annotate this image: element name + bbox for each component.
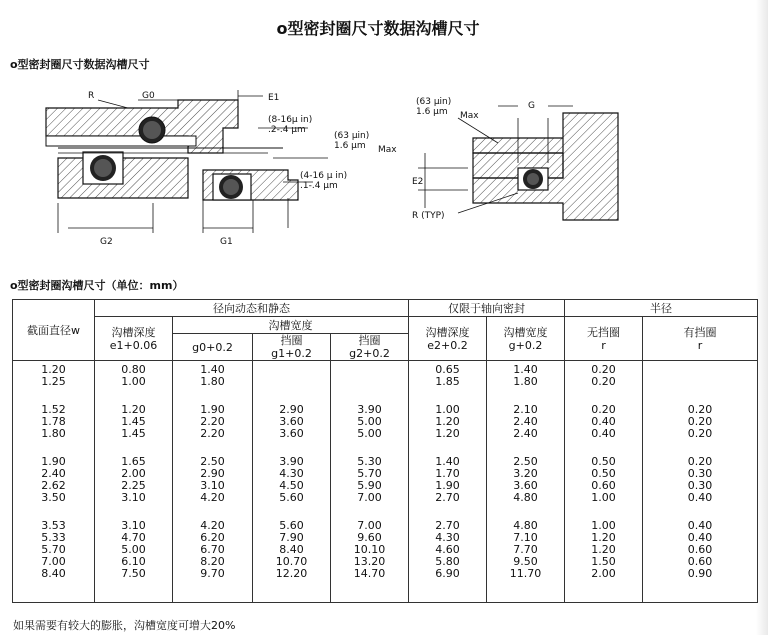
table-cell: 2.50 <box>513 455 538 468</box>
table-cell: 1.90 <box>41 455 66 468</box>
table-cell: 1.00 <box>591 491 616 504</box>
table-cell: 1.78 <box>41 415 66 428</box>
header-r-with <box>643 317 758 361</box>
table-cell: 3.10 <box>200 479 225 492</box>
table-cell: 5.00 <box>121 543 146 556</box>
label-finish3-a: (4-16 μ in) <box>300 171 348 181</box>
label-g2: G2 <box>100 237 113 247</box>
table-cell: 3.50 <box>41 491 66 504</box>
table-cell: 0.50 <box>591 467 616 480</box>
table-cell: 5.00 <box>357 415 382 428</box>
header-e1-tol: e1+0.06 <box>109 338 158 352</box>
table-cell: 3.60 <box>279 427 304 440</box>
group-gap <box>95 504 172 520</box>
table-cell: 3.20 <box>513 467 538 480</box>
header-radius: 半径 <box>565 300 758 317</box>
table-cell: 5.80 <box>435 555 460 568</box>
group-gap <box>253 504 330 520</box>
table-cell <box>331 364 408 376</box>
header-e1 <box>95 317 173 361</box>
table-cell: 2.62 <box>41 479 66 492</box>
table-cell: 8.40 <box>279 543 304 556</box>
label-g0: G0 <box>142 91 155 101</box>
axial-groove-section <box>473 113 618 220</box>
group-gap <box>487 440 564 456</box>
table-cell: 1.20 <box>591 543 616 556</box>
group-gap <box>409 504 486 520</box>
label-r: R <box>88 91 95 101</box>
group-gap <box>13 388 94 404</box>
table-cell: 0.20 <box>687 415 713 428</box>
groove-drawing <box>28 78 638 258</box>
table-cell: 0.20 <box>591 375 616 388</box>
table-cell: 0.65 <box>435 363 460 376</box>
group-gap <box>643 440 757 456</box>
table-cell <box>643 376 757 388</box>
header-g1-name: 挡圈 <box>280 334 303 347</box>
table-cell <box>331 376 408 388</box>
column-e1 <box>95 361 173 603</box>
header-axial: 仅限于轴向密封 <box>409 300 565 317</box>
label-r-typ: R (TYP) <box>412 211 445 221</box>
header-r-no-sym: r <box>601 338 606 352</box>
table-cell: 1.40 <box>513 363 538 376</box>
housing-section <box>46 100 298 233</box>
table-cell: 5.70 <box>357 467 382 480</box>
table-cell: 1.20 <box>41 363 66 376</box>
table-cell: 1.90 <box>200 403 225 416</box>
table-cell: 0.40 <box>687 531 713 544</box>
table-cell: 0.80 <box>121 363 146 376</box>
table-cell: 1.20 <box>435 415 460 428</box>
column-r-with <box>643 361 758 603</box>
column-g1 <box>253 361 331 603</box>
header-radial: 径向动态和静态 <box>95 300 409 317</box>
column-e2 <box>409 361 487 603</box>
table-cell: 1.80 <box>200 375 225 388</box>
table-cell: 1.65 <box>121 455 146 468</box>
group-gap <box>565 504 642 520</box>
table-cell: 6.10 <box>121 555 146 568</box>
table-cell: 12.20 <box>275 567 308 580</box>
table-cell: 1.45 <box>121 415 146 428</box>
group-gap <box>487 388 564 404</box>
table-cell: 4.50 <box>279 479 304 492</box>
table-body-row <box>13 361 758 603</box>
label-max2: Max <box>460 111 479 121</box>
table-cell: 14.70 <box>353 567 386 580</box>
group-gap <box>565 388 642 404</box>
table-cell: 0.40 <box>687 491 713 504</box>
table-cell: 13.20 <box>353 555 386 568</box>
table-cell: 5.60 <box>279 491 304 504</box>
table-cell: 0.20 <box>591 363 616 376</box>
table-cell: 5.90 <box>357 479 382 492</box>
table-cell: 2.40 <box>513 427 538 440</box>
label-finish4-a: (63 μin) <box>416 97 452 107</box>
table-cell: 0.30 <box>687 479 713 492</box>
table-cell: 2.10 <box>513 403 538 416</box>
groove-dimension-table <box>12 299 758 603</box>
table-cell: 3.53 <box>41 519 66 532</box>
table-cell: 1.52 <box>41 403 66 416</box>
table-cell <box>643 364 757 376</box>
table-cell: 3.10 <box>121 519 146 532</box>
table-cell: 3.10 <box>121 491 146 504</box>
table-cell: 1.20 <box>435 427 460 440</box>
header-e2 <box>409 317 487 361</box>
header-e1-name: 沟槽深度 <box>111 325 156 339</box>
table-cell: 8.20 <box>200 555 225 568</box>
table-cell: 0.40 <box>591 427 616 440</box>
table-cell: 4.20 <box>200 519 225 532</box>
header-e2-name: 沟槽深度 <box>425 325 470 339</box>
table-cell: 9.60 <box>357 531 382 544</box>
table-cell: 2.70 <box>435 491 460 504</box>
table-cell: 1.00 <box>435 403 460 416</box>
table-cell: 1.00 <box>121 375 146 388</box>
label-finish2-a: (63 μin) <box>334 131 370 141</box>
table-cell: 0.90 <box>687 567 713 580</box>
table-cell: 0.60 <box>591 479 616 492</box>
header-g2 <box>331 334 409 361</box>
table-cell: 0.20 <box>687 455 713 468</box>
table-cell: 2.00 <box>121 467 146 480</box>
label-finish2-b: 1.6 μm <box>334 141 366 151</box>
column-w <box>13 361 95 603</box>
label-e1: E1 <box>268 93 280 103</box>
label-finish3-b: .1-.4 μm <box>300 181 338 191</box>
table-cell: 1.40 <box>435 455 460 468</box>
label-max1: Max <box>378 145 397 155</box>
table-cell: 2.25 <box>121 479 146 492</box>
table-cell: 9.50 <box>513 555 538 568</box>
section-drawing-title: o型密封圈尺寸数据沟槽尺寸 <box>10 58 150 71</box>
table-cell: 1.90 <box>435 479 460 492</box>
table-cell: 2.90 <box>279 403 304 416</box>
table-cell: 5.60 <box>279 519 304 532</box>
table-cell: 9.70 <box>200 567 225 580</box>
group-gap <box>13 504 94 520</box>
table-cell: 4.80 <box>513 491 538 504</box>
column-g2 <box>331 361 409 603</box>
group-gap <box>173 388 252 404</box>
table-cell: 1.45 <box>121 427 146 440</box>
table-cell: 0.60 <box>687 555 713 568</box>
group-gap <box>643 388 757 404</box>
table-cell: 0.40 <box>687 519 713 532</box>
section-table-title: o型密封圈沟槽尺寸（单位：mm） <box>10 279 184 292</box>
group-gap <box>565 440 642 456</box>
table-cell: 0.30 <box>687 467 713 480</box>
table-cell <box>253 364 330 376</box>
table-cell: 0.40 <box>591 415 616 428</box>
o-ring-top-inner <box>143 121 161 139</box>
table-cell: 1.00 <box>591 519 616 532</box>
table-cell: 2.40 <box>513 415 538 428</box>
table-cell: 1.50 <box>591 555 616 568</box>
group-gap <box>173 440 252 456</box>
o-ring-rod-inner <box>223 179 239 195</box>
table-cell <box>253 376 330 388</box>
table-cell: 7.00 <box>357 491 382 504</box>
table-cell: 2.70 <box>435 519 460 532</box>
table-cell: 3.90 <box>357 403 382 416</box>
group-gap <box>13 440 94 456</box>
table-cell: 3.60 <box>279 415 304 428</box>
group-gap <box>331 504 408 520</box>
table-cell: 1.40 <box>200 363 225 376</box>
table-cell: 10.70 <box>275 555 308 568</box>
table-cell: 0.20 <box>687 427 713 440</box>
header-r-with-sym: r <box>697 338 703 352</box>
o-ring-axial-inner <box>527 173 539 185</box>
table-cell: 2.00 <box>591 567 616 580</box>
header-r-no <box>565 317 643 361</box>
table-cell: 7.70 <box>513 543 538 556</box>
label-e2: E2 <box>412 177 424 187</box>
group-gap <box>409 388 486 404</box>
header-g <box>487 317 565 361</box>
o-ring-piston-inner <box>94 159 112 177</box>
table-cell: 7.00 <box>357 519 382 532</box>
group-gap <box>409 440 486 456</box>
header-groove-width: 沟槽宽度 <box>173 317 409 334</box>
table-cell: 1.20 <box>121 403 146 416</box>
table-cell: 11.70 <box>509 567 542 580</box>
table-cell: 7.10 <box>513 531 538 544</box>
header-g2-name: 挡圈 <box>358 334 381 347</box>
group-gap <box>487 504 564 520</box>
table-cell: 5.30 <box>357 455 382 468</box>
header-g1 <box>253 334 331 361</box>
table-cell: 6.20 <box>200 531 225 544</box>
table-cell: 4.70 <box>121 531 146 544</box>
label-g1: G1 <box>220 237 233 247</box>
table-cell: 1.20 <box>591 531 616 544</box>
table-cell: 4.60 <box>435 543 460 556</box>
table-cell: 2.40 <box>41 467 66 480</box>
table-cell: 8.40 <box>41 567 66 580</box>
table-cell: 1.85 <box>435 375 460 388</box>
table-cell: 0.20 <box>591 403 616 416</box>
group-gap <box>253 388 330 404</box>
group-gap <box>643 504 757 520</box>
group-gap <box>331 388 408 404</box>
table-cell: 0.60 <box>687 543 713 556</box>
table-cell: 1.80 <box>41 427 66 440</box>
table-cell: 4.30 <box>435 531 460 544</box>
header-r-with-name: 有挡圈 <box>683 325 717 339</box>
header-g-name: 沟槽宽度 <box>503 325 548 339</box>
table-cell: 1.70 <box>435 467 460 480</box>
table-cell: 6.70 <box>200 543 225 556</box>
table-cell: 0.20 <box>687 403 713 416</box>
table-cell: 4.80 <box>513 519 538 532</box>
table-cell: 5.00 <box>357 427 382 440</box>
header-diameter: 截面直径w <box>13 300 95 361</box>
table-cell: 5.70 <box>41 543 66 556</box>
header-g2-tol: g2+0.2 <box>349 347 390 360</box>
label-finish4-b: 1.6 μm <box>416 107 448 117</box>
group-gap <box>331 440 408 456</box>
table-cell: 3.90 <box>279 455 304 468</box>
table-cell: 6.90 <box>435 567 460 580</box>
group-gap <box>95 440 172 456</box>
table-cell: 4.30 <box>279 467 304 480</box>
column-g <box>487 361 565 603</box>
table-cell: 2.20 <box>200 427 225 440</box>
page-title: o型密封圈尺寸数据沟槽尺寸 <box>276 19 480 38</box>
table-cell: 7.90 <box>279 531 304 544</box>
table-cell: 0.50 <box>591 455 616 468</box>
table-cell: 1.80 <box>513 375 538 388</box>
column-r-no <box>565 361 643 603</box>
header-g1-tol: g1+0.2 <box>271 347 312 360</box>
label-g: G <box>528 101 535 111</box>
label-finish1-b: .2-.4 μm <box>268 125 306 135</box>
table-cell: 3.60 <box>513 479 538 492</box>
table-cell: 2.50 <box>200 455 225 468</box>
group-gap <box>95 388 172 404</box>
table-cell: 1.25 <box>41 375 66 388</box>
table-cell: 2.90 <box>200 467 225 480</box>
label-finish1-a: (8-16μ in) <box>268 115 313 125</box>
header-e2-tol: e2+0.2 <box>427 338 468 352</box>
header-g-tol: g+0.2 <box>508 338 543 352</box>
header-g0: g0+0.2 <box>173 334 253 361</box>
table-cell: 2.20 <box>200 415 225 428</box>
group-gap <box>173 504 252 520</box>
footnote: 如果需要有较大的膨胀，沟槽宽度可增大20% <box>13 619 236 632</box>
header-r-no-name: 无挡圈 <box>587 325 620 339</box>
group-gap <box>253 440 330 456</box>
table-cell: 5.33 <box>41 531 66 544</box>
table-cell: 4.20 <box>200 491 225 504</box>
column-g0 <box>173 361 253 603</box>
table-cell: 10.10 <box>353 543 386 556</box>
table-cell: 7.00 <box>41 555 66 568</box>
table-cell: 7.50 <box>121 567 146 580</box>
